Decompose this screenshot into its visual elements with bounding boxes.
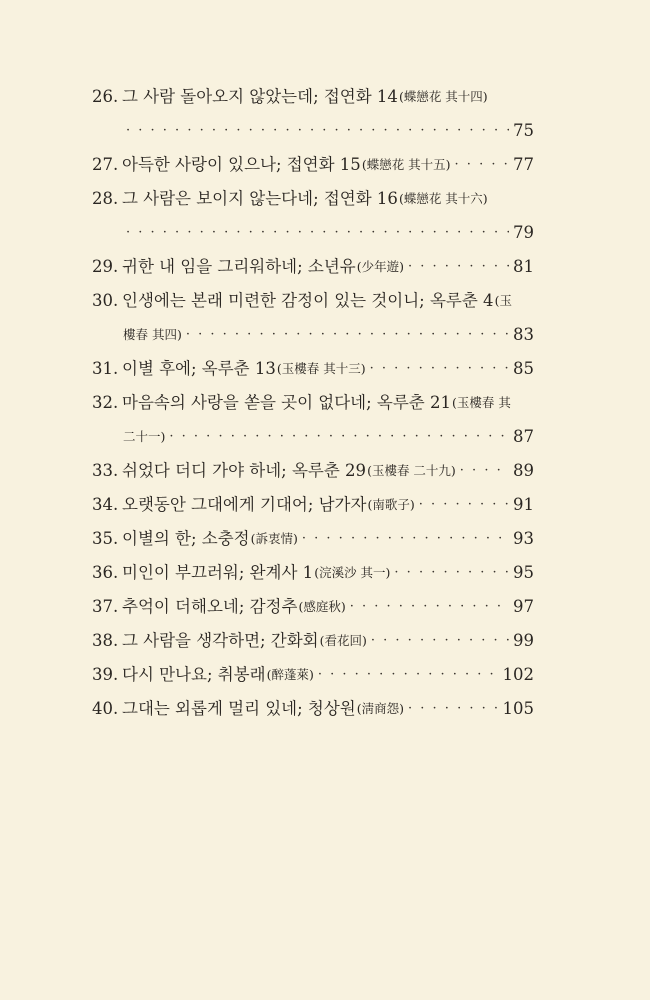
toc-entry-28-cont[interactable]	[92, 216, 534, 250]
entry-page: 83	[513, 325, 534, 344]
entry-title: 귀한 내 임을 그리워하네; 소년유	[122, 257, 356, 276]
entry-page: 99	[513, 631, 534, 650]
entry-hanja: (蝶戀花 其十四)	[398, 89, 488, 104]
entry-number: 36.	[92, 563, 119, 582]
entry-title: 인생에는 본래 미련한 감정이 있는 것이니; 옥루춘 4	[122, 291, 494, 310]
dot-leader	[394, 556, 509, 590]
dot-leader	[126, 114, 509, 148]
entry-number: 39.	[92, 665, 119, 684]
entry-hanja-cont: 二十一)	[123, 429, 166, 444]
toc-entry-29[interactable]	[92, 250, 534, 284]
table-of-contents	[92, 80, 534, 726]
entry-page: 102	[502, 665, 534, 684]
dot-leader	[370, 352, 509, 386]
entry-hanja: (少年遊)	[356, 259, 405, 274]
entry-number: 32.	[92, 393, 119, 412]
entry-title: 마음속의 사랑을 쏟을 곳이 없다네; 옥루춘 21	[122, 393, 451, 412]
entry-hanja: (浣溪沙 其一)	[314, 565, 391, 580]
entry-number: 31.	[92, 359, 119, 378]
entry-title: 오랫동안 그대에게 기대어; 남가자	[122, 495, 367, 514]
dot-leader	[460, 454, 509, 488]
entry-title: 미인이 부끄러워; 완계사 1	[122, 563, 314, 582]
dot-leader	[419, 488, 509, 522]
entry-page: 85	[513, 359, 534, 378]
entry-number: 40.	[92, 699, 119, 718]
entry-number: 27.	[92, 155, 119, 174]
dot-leader	[302, 522, 509, 556]
entry-page: 91	[513, 495, 534, 514]
toc-entry-30-cont[interactable]	[92, 318, 534, 352]
entry-hanja: (玉樓春 其十三)	[276, 361, 366, 376]
toc-entry-40[interactable]	[92, 692, 534, 726]
entry-hanja: (感庭秋)	[298, 599, 346, 614]
dot-leader	[408, 250, 509, 284]
entry-number: 34.	[92, 495, 119, 514]
entry-hanja: (蝶戀花 其十五)	[361, 157, 451, 172]
entry-number: 35.	[92, 529, 119, 548]
entry-hanja: (淸商怨)	[356, 701, 405, 716]
toc-entry-35[interactable]	[92, 522, 534, 556]
toc-entry-28[interactable]	[92, 182, 534, 216]
entry-hanja: (南歌子)	[367, 497, 415, 512]
entry-title: 그대는 외롭게 멀리 있네; 청상원	[122, 699, 356, 718]
toc-entry-32[interactable]	[92, 386, 534, 420]
dot-leader	[318, 658, 499, 692]
dot-leader	[350, 590, 509, 624]
entry-page: 77	[513, 155, 534, 174]
dot-leader	[169, 420, 509, 454]
entry-page: 75	[513, 121, 534, 140]
entry-title: 쉬었다 더디 가야 하네; 옥루춘 29	[122, 461, 367, 480]
entry-number: 33.	[92, 461, 119, 480]
entry-hanja: (醉蓬萊)	[266, 667, 314, 682]
entry-page: 79	[513, 223, 534, 242]
entry-page: 89	[513, 461, 534, 480]
toc-entry-34[interactable]	[92, 488, 534, 522]
toc-entry-30[interactable]	[92, 284, 534, 318]
entry-page: 105	[502, 699, 534, 718]
entry-title: 추억이 더해오네; 감정추	[122, 597, 298, 616]
entry-title: 이별의 한; 소충정	[122, 529, 250, 548]
entry-title: 아득한 사랑이 있으나; 접연화 15	[122, 155, 361, 174]
toc-entry-27[interactable]	[92, 148, 534, 182]
entry-page: 87	[513, 427, 534, 446]
dot-leader	[186, 318, 509, 352]
entry-page: 95	[513, 563, 534, 582]
dot-leader	[371, 624, 509, 658]
toc-entry-31[interactable]	[92, 352, 534, 386]
entry-title: 그 사람 돌아오지 않았는데; 접연화 14	[122, 87, 398, 106]
entry-number: 30.	[92, 291, 119, 310]
toc-entry-26-cont[interactable]	[92, 114, 534, 148]
entry-hanja-cont: 樓春 其四)	[123, 327, 182, 342]
entry-number: 38.	[92, 631, 119, 650]
toc-entry-38[interactable]	[92, 624, 534, 658]
toc-entry-36[interactable]	[92, 556, 534, 590]
entry-title: 이별 후에; 옥루춘 13	[122, 359, 276, 378]
toc-entry-33[interactable]	[92, 454, 534, 488]
toc-entry-39[interactable]	[92, 658, 534, 692]
entry-hanja: (蝶戀花 其十六)	[398, 191, 488, 206]
entry-hanja: (玉樓春 其	[452, 395, 511, 410]
entry-hanja: (看花回)	[319, 633, 367, 648]
entry-number: 28.	[92, 189, 119, 208]
entry-title: 그 사람을 생각하면; 간화회	[122, 631, 319, 650]
toc-entry-32-cont[interactable]	[92, 420, 534, 454]
entry-title: 그 사람은 보이지 않는다네; 접연화 16	[122, 189, 398, 208]
entry-hanja: (玉樓春 二十九)	[367, 463, 456, 478]
entry-page: 97	[513, 597, 534, 616]
entry-title: 다시 만나요; 취봉래	[122, 665, 266, 684]
entry-hanja: (訴衷情)	[250, 531, 298, 546]
toc-entry-26[interactable]	[92, 80, 534, 114]
entry-hanja: (玉	[494, 293, 512, 308]
entry-number: 37.	[92, 597, 119, 616]
entry-number: 26.	[92, 87, 119, 106]
dot-leader	[408, 692, 498, 726]
entry-page: 81	[513, 257, 534, 276]
entry-number: 29.	[92, 257, 119, 276]
toc-entry-37[interactable]	[92, 590, 534, 624]
dot-leader	[126, 216, 509, 250]
entry-page: 93	[513, 529, 534, 548]
dot-leader	[455, 148, 509, 182]
